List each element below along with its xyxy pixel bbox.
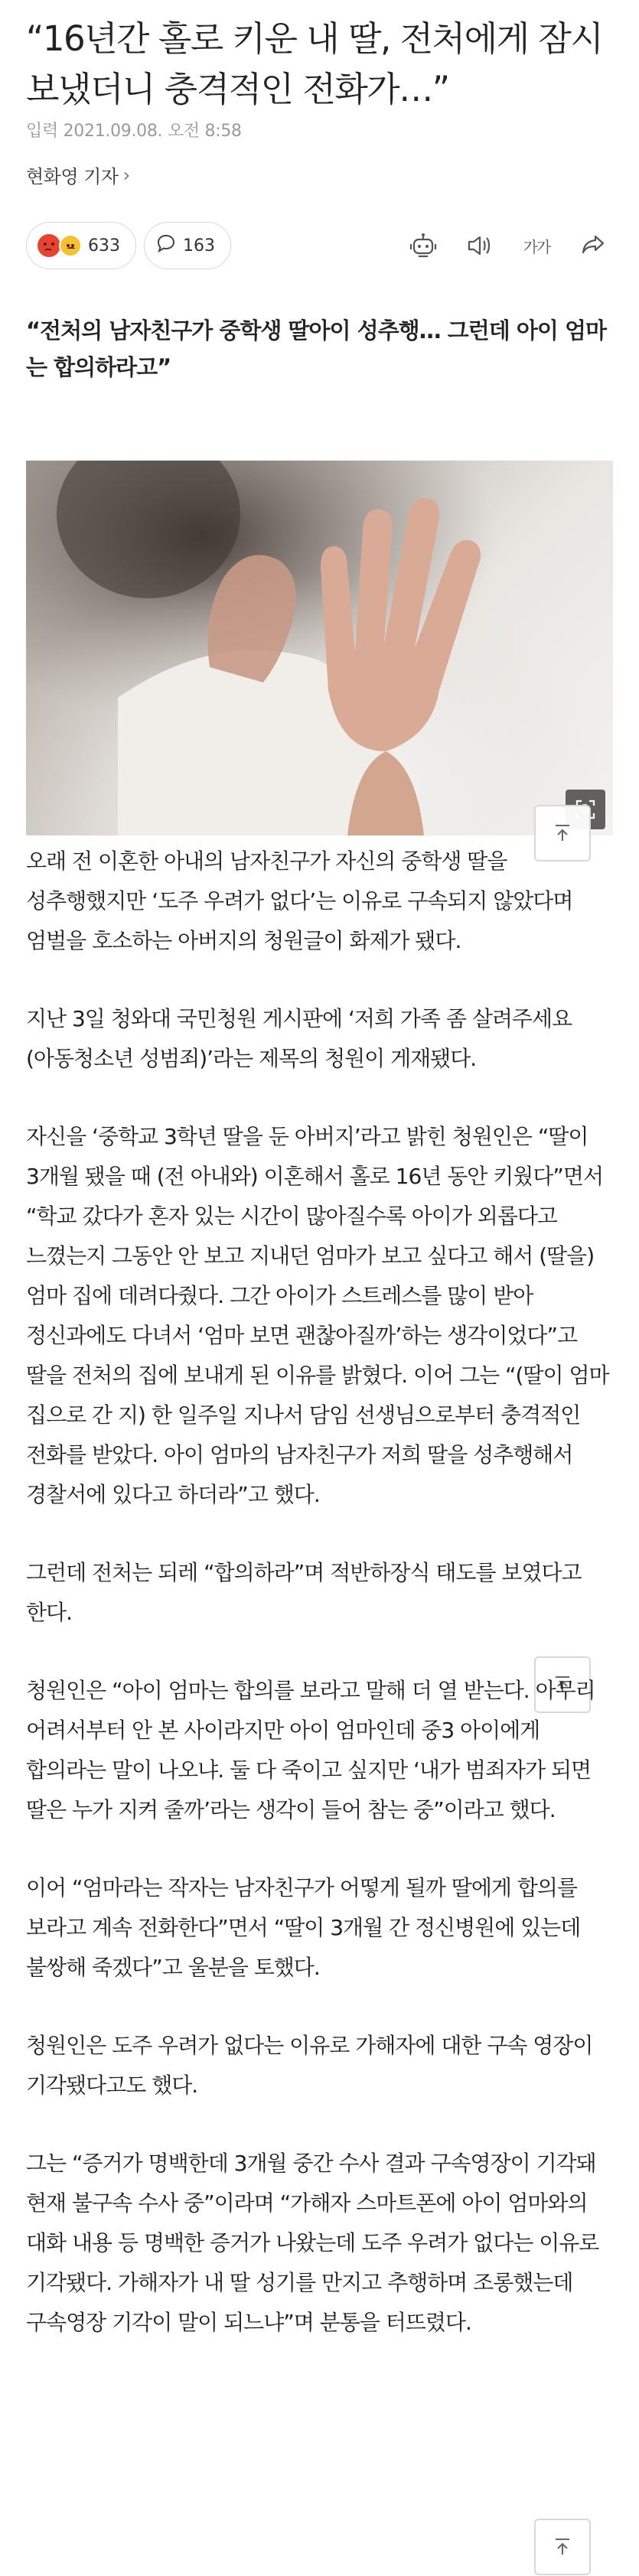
- article-paragraph: 그런데 전처는 되레 “합의하라”며 적반하장식 태도를 보였다고 한다.: [26, 1560, 582, 1625]
- article-paragraph: 자신을 ‘중학교 3학년 딸을 둔 아버지’라고 밝힌 청원인은 “딸이 3개월 됐을 때 (전 아내와) 이혼해서 홀로 16년 동안 키웠다”면서 “학교 갔다가 혼자 있는 시간이 많아질수록 아이가 외롭다고 느꼈는지 그동안 안 보고 지내던 엄마가 보고 싶다고 해서 (딸을) 엄마 집에 데려다줬다. 그간 아이가 스트레스를 많이 받아 정신과에도 다녀서 ‘엄마 보면 괜찮아질까’하는 생각이었다”고 딸을 전처의 집에 보내게 된 이유를 밝혔다. 이어 그는 “(딸이 엄마 집으로 간 지) 한 일주일 지나서 담임 선생님으로부터 충격적인 전화를 받았다. 아이 엄마의 남자친구가 저희 딸을 성추행해서 경찰서에 있다고 하더라”고 했다.: [26, 1124, 609, 1507]
- chevron-right-icon: ›: [122, 164, 130, 186]
- robot-icon[interactable]: [408, 230, 438, 261]
- comment-button[interactable]: [144, 222, 231, 269]
- sad-emoji-icon: [59, 234, 82, 257]
- scroll-to-top-button[interactable]: [534, 2519, 591, 2575]
- photo-illustration: [26, 461, 613, 835]
- comment-count: 163: [183, 236, 215, 256]
- article-photo[interactable]: [26, 461, 613, 835]
- article-body: [26, 835, 613, 2343]
- article-tools: [408, 230, 613, 261]
- comment-icon: [155, 233, 177, 259]
- scroll-to-top-icon: [551, 2535, 574, 2558]
- angry-emoji-icon: [37, 234, 60, 257]
- article-paragraph: 청원인은 “아이 엄마는 합의를 보라고 말해 더 열 받는다. 아무리 어려서부터 안 본 사이라지만 아이 엄마인데 중3 아이에게 합의라는 말이 나오냐. 둘 다 죽이고 싶지만 ‘내가 범죄자가 되면 딸은 누가 지켜 줄까’라는 생각이 들어 참는 중”이라고 했다.: [26, 1678, 595, 1822]
- article-paragraph: 이어 “엄마라는 작자는 남자친구가 어떻게 될까 딸에게 합의를 보라고 계속 전화한다”면서 “딸이 3개월 간 정신병원에 있는데 불쌍해 죽겠다”고 울분을 토했다.: [26, 1875, 581, 1980]
- article-paragraph: 지난 3일 청와대 국민청원 게시판에 ‘저희 가족 좀 살려주세요(아동청소년 성범죄)’라는 제목의 청원이 게재됐다.: [26, 1006, 572, 1071]
- article-action-bar: [26, 219, 613, 272]
- article-paragraph: 청원인은 도주 우려가 없다는 이유로 가해자에 대한 구속 영장이 기각됐다고도 했다.: [26, 2033, 593, 2098]
- article-paragraph: 오래 전 이혼한 아내의 남자친구가 자신의 중학생 딸을 성추행했지만 ‘도주 우려가 없다’는 이유로 구속되지 않았다며 엄벌을 호소하는 아버지의 청원글이 화제가 됐다.: [26, 848, 573, 953]
- font-size-icon[interactable]: [521, 230, 552, 261]
- article-dateline: 입력 2021.09.08. 오전 8:58: [26, 122, 242, 141]
- speaker-icon[interactable]: [465, 230, 495, 261]
- article-paragraph: 그는 “증거가 명백한데 3개월 중간 수사 결과 구속영장이 기각돼 현재 불구속 수사 중”이라며 “가해자 스마트폰에 아이 엄마와의 대화 내용 등 명백한 증거가 나왔는데 도주 우려가 없다는 이유로 기각됐다. 가해자가 내 딸 성기를 만지고 추행하며 조롱했는데 구속영장 기각이 말이 되느냐”며 분통을 터뜨렸다.: [26, 2151, 599, 2335]
- font-size-label: 가가: [523, 237, 550, 256]
- reaction-count: 633: [88, 236, 120, 256]
- reaction-button[interactable]: [26, 222, 136, 269]
- share-icon[interactable]: [578, 230, 608, 261]
- article-subheadline: “전처의 남자친구가 중학생 딸아이 성추행… 그런데 아이 엄마는 합의하라고”: [26, 318, 607, 380]
- reporter-link[interactable]: [26, 161, 613, 188]
- reporter-name: 현화영 기자: [26, 166, 119, 187]
- article-headline: “16년간 홀로 키운 내 딸, 전처에게 잠시 보냈더니 충격적인 전화가…”: [26, 18, 603, 109]
